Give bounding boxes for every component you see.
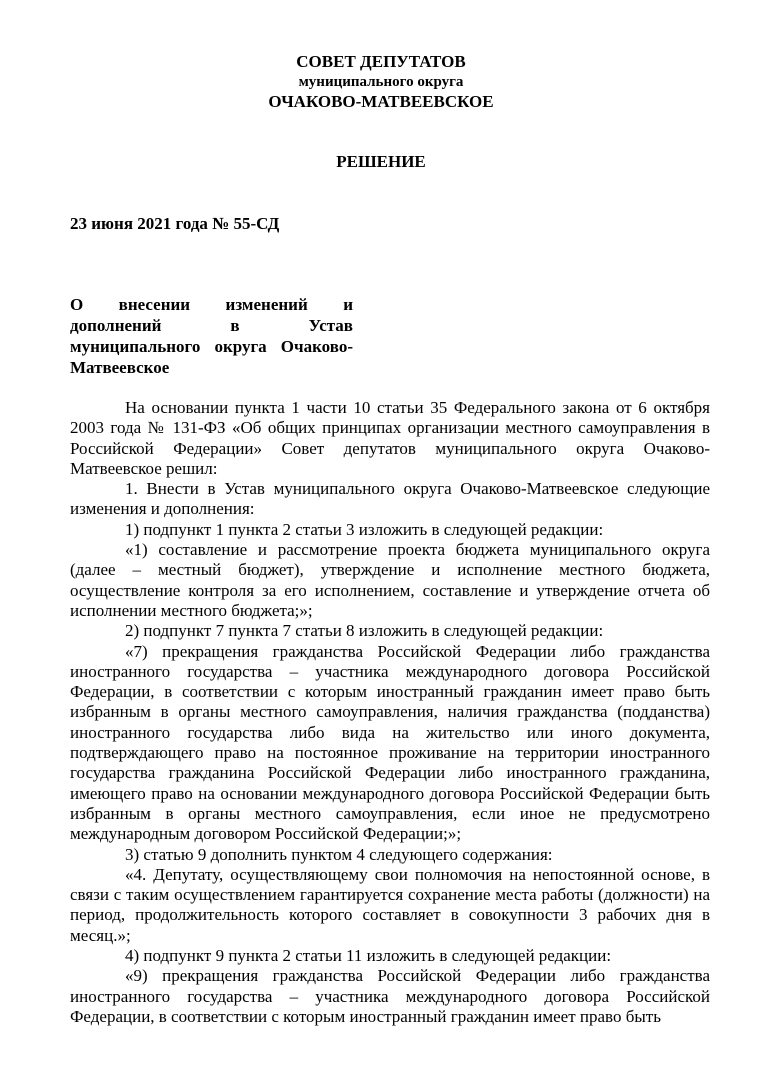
document-title: РЕШЕНИЕ xyxy=(336,152,426,171)
body-paragraph: «9) прекращения гражданства Российской Федерации либо гражданства иностранного государства – участника международного договора Российской Федерации, в соответствии с которым иностранный гражданин имеет право быть xyxy=(70,966,710,1026)
subject-line: Матвеевское xyxy=(70,358,170,377)
subject-line: О внесении изменений и xyxy=(70,295,353,314)
council-name: СОВЕТ ДЕПУТАТОВ xyxy=(296,52,466,71)
body-paragraph: «1) составление и рассмотрение проекта бюджета муниципального округа (далее – местный бюджет), утверждение и исполнение местного бюджета, осуществление контроля за его исполнением, составление и утверждение отчета об исполнении местного бюджета;»; xyxy=(70,540,710,620)
document-header xyxy=(0,52,762,112)
body-paragraph: 3) статью 9 дополнить пунктом 4 следующего содержания: xyxy=(125,844,553,864)
municipality-label: муниципального округа xyxy=(298,74,464,90)
subject-line: муниципального округа Очаково- xyxy=(70,337,353,356)
body-paragraph: «4. Депутату, осуществляющему свои полномочия на непостоянной основе, в связи с таким осуществлением гарантируется сохранение места работы (должности) на период, продолжительность которого составляет в совокупности 3 рабочих дня в месяц.»; xyxy=(70,864,710,945)
body-paragraph: На основании пункта 1 части 10 статьи 35 Федерального закона от 6 октября 2003 года № 131-ФЗ «Об общих принципах организации местного самоуправления в Российской Федерации» Совет депутатов муниципального округа Очаково-Матвеевское решил: xyxy=(70,398,710,478)
body-paragraph: «7) прекращения гражданства Российской Федерации либо гражданства иностранного государства – участника международного договора Российской Федерации, в соответствии с которым иностранный гражданин имеет право быть избранным в органы местного самоуправления, наличия гражданства (подданства) иностранного государства либо вида на жительство или иного документа, подтверждающего право на постоянное проживание на территории иностранного государства гражданина Российской Федерации либо иностранного гражданина, имеющего право на основании международного договора Российской Федерации быть избранным в органы местного самоуправления, если иное не предусмотрено международным договором Российской Федерации;»; xyxy=(70,641,710,844)
body-paragraph: 4) подпункт 9 пункта 2 статьи 11 изложить в следующей редакции: xyxy=(125,946,612,966)
document-body xyxy=(70,398,710,1027)
decision-subject xyxy=(70,294,353,378)
body-paragraph: 1. Внести в Устав муниципального округа Очаково-Матвеевское следующие изменения и дополнения: xyxy=(70,479,710,519)
municipality-name: ОЧАКОВО-МАТВЕЕВСКОЕ xyxy=(268,92,494,111)
body-paragraph: 2) подпункт 7 пункта 7 статьи 8 изложить в следующей редакции: xyxy=(125,621,604,641)
decision-date-number: 23 июня 2021 года № 55-СД xyxy=(70,214,280,233)
body-paragraph: 1) подпункт 1 пункта 2 статьи 3 изложить в следующей редакции: xyxy=(125,519,604,539)
subject-line: дополнений в Устав xyxy=(70,316,353,335)
